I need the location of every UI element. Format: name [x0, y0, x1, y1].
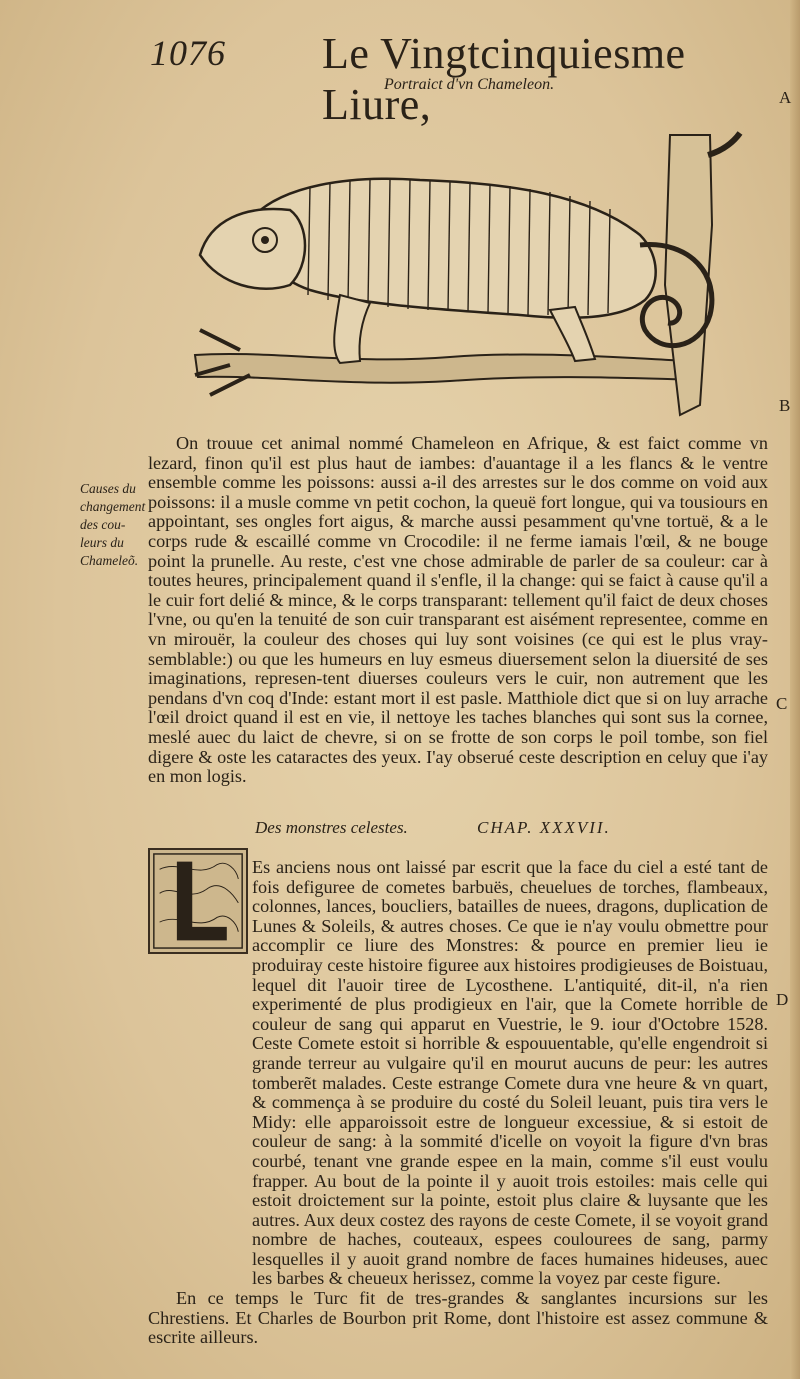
- margin-letter-a: A: [779, 88, 792, 107]
- margin-note-line: Causes du: [80, 481, 136, 496]
- margin-letter-d: D: [776, 990, 789, 1009]
- chapter-title: Des monstres celestes.: [255, 818, 408, 837]
- page-number: 1076: [150, 33, 226, 73]
- chameleon-woodcut-illustration: [190, 125, 750, 425]
- margin-letter-b: B: [779, 396, 791, 415]
- margin-note-line: Chameleõ.: [80, 553, 139, 568]
- paragraph-chameleon: On trouue cet animal nommé Chameleon en Afrique, & est faict comme vn lezard, finon qu'il est plus haut de iambes: d'auantage il a les flancs & le ventre ensemble comme les poissons: aussi a-il des arrestes sur le dos comme on void aux poissons: il a musle comme vn petit cochon, la queuë fort longue, qui va tousiours en appointant, ses ongles fort aigus, & marche aussi pesamment qu'vne tortuë, & a le corps rude & escaillé comme vn Crocodile: il ne ferme iamais l'œil, & ne bouge point la prunelle. Au reste, c'est vne chose admirable de parler de sa couleur: car à toutes heures, principalement quand il s'enfle, il la change: qui se faict à cause qu'il a le cuir fort delié & mince, & le corps transparant: tellement qu'il faict de deux choses l'vne, ou qu'en la tenuité de son cuir transparant est aisément representee, comme en vn mirouër, la couleur des choses qui luy sont voisines (ce qui est le plus vray-semblable:) ou que les humeurs en luy esmeus diuersement selon la diuersité de ses imaginations, represen-tent diuerses couleurs vers le cuir, non autrement que les pendans d'vn coq d'Inde: estant mort il est pasle. Matthiole dict que si on luy arrache l'œil droict quand il est en vie, il nettoye les taches blanches qui sont sus la cornee, meslé auec du laict de chevre, si on se frotte de son corps le poil tombe, son fiel digere & oste les cataractes des yeux. I'ay obserué ceste description en celuy que i'ay en mon logis.: [148, 433, 768, 787]
- margin-note: [80, 480, 146, 570]
- paragraph-comets: Es anciens nous ont laissé par escrit que la face du ciel a esté tant de fois defiguree de cometes barbuës, cheuelues de torches, flambeaux, colonnes, lances, boucliers, batailles de nuees, dragons, duplication de Lunes & Soleils, & autres choses. Ce que ie n'ay voulu obmettre pour accomplir ce liure des Monstres: & pource en premier lieu ie produiray ceste histoire figuree aux histoires prodigieuses de Boistuau, lequel dit l'auoir tiree de Lycosthene. L'antiquité, dit-il, n'a rien experimenté de plus prodigieux en l'air, que la Comete horrible de couleur de sang qui apparut en Vuestrie, le 9. iour d'Octobre 1528. Ceste Comete estoit si horrible & espouuentable, qu'elle engendroit si grande terreur au vulgaire qu'il en mourut aucuns de peur: les autres tomberẽt malades. Ceste estrange Comete dura vne heure & vn quart, & commença à se produire du costé du Soleil leuant, puis tira vers le Midy: elle apparoissoit estre de longueur excessiue, & si estoit de couleur de sang: à la sommité d'icelle on voyoit la figure d'vn bras courbé, tenant vne grande espee en la main, comme s'il eust voulu frapper. Au bout de la pointe il y auoit trois estoiles: mais celle qui estoit droictement sur la pointe, estoit plus claire & luysante que les autres. Aux deux costez des rayons de ceste Comete, il se voyoit grand nombre de haches, couteaux, espees coulourees de sang, parmy lesquelles il y auoit grand nombre de faces humaines hideuses, auec les barbes & cheueux herissez, comme la voyez par ceste figure.: [252, 857, 768, 1289]
- page-header: [0, 28, 800, 129]
- paragraph-turc: En ce temps le Turc fit de tres-grandes & sanglantes incursions sur les Chrestiens. Et Charles de Bourbon prit Rome, dont l'histoire est assez commune & escrite ailleurs.: [148, 1288, 768, 1348]
- margin-note-line: leurs du: [80, 535, 124, 550]
- page-edge: [790, 0, 800, 1379]
- figure-caption: Portraict d'vn Chameleon.: [384, 76, 555, 93]
- chapter-number: CHAP. XXXVII.: [477, 818, 611, 837]
- comets-chapter-text: [148, 858, 768, 1348]
- chameleon-description: [148, 434, 768, 787]
- margin-note-line: des cou-: [80, 517, 126, 532]
- running-head: Le Vingtcinquiesme Liure,: [322, 29, 686, 129]
- margin-note-line: changement: [80, 499, 146, 514]
- margin-letter-c: C: [776, 694, 788, 713]
